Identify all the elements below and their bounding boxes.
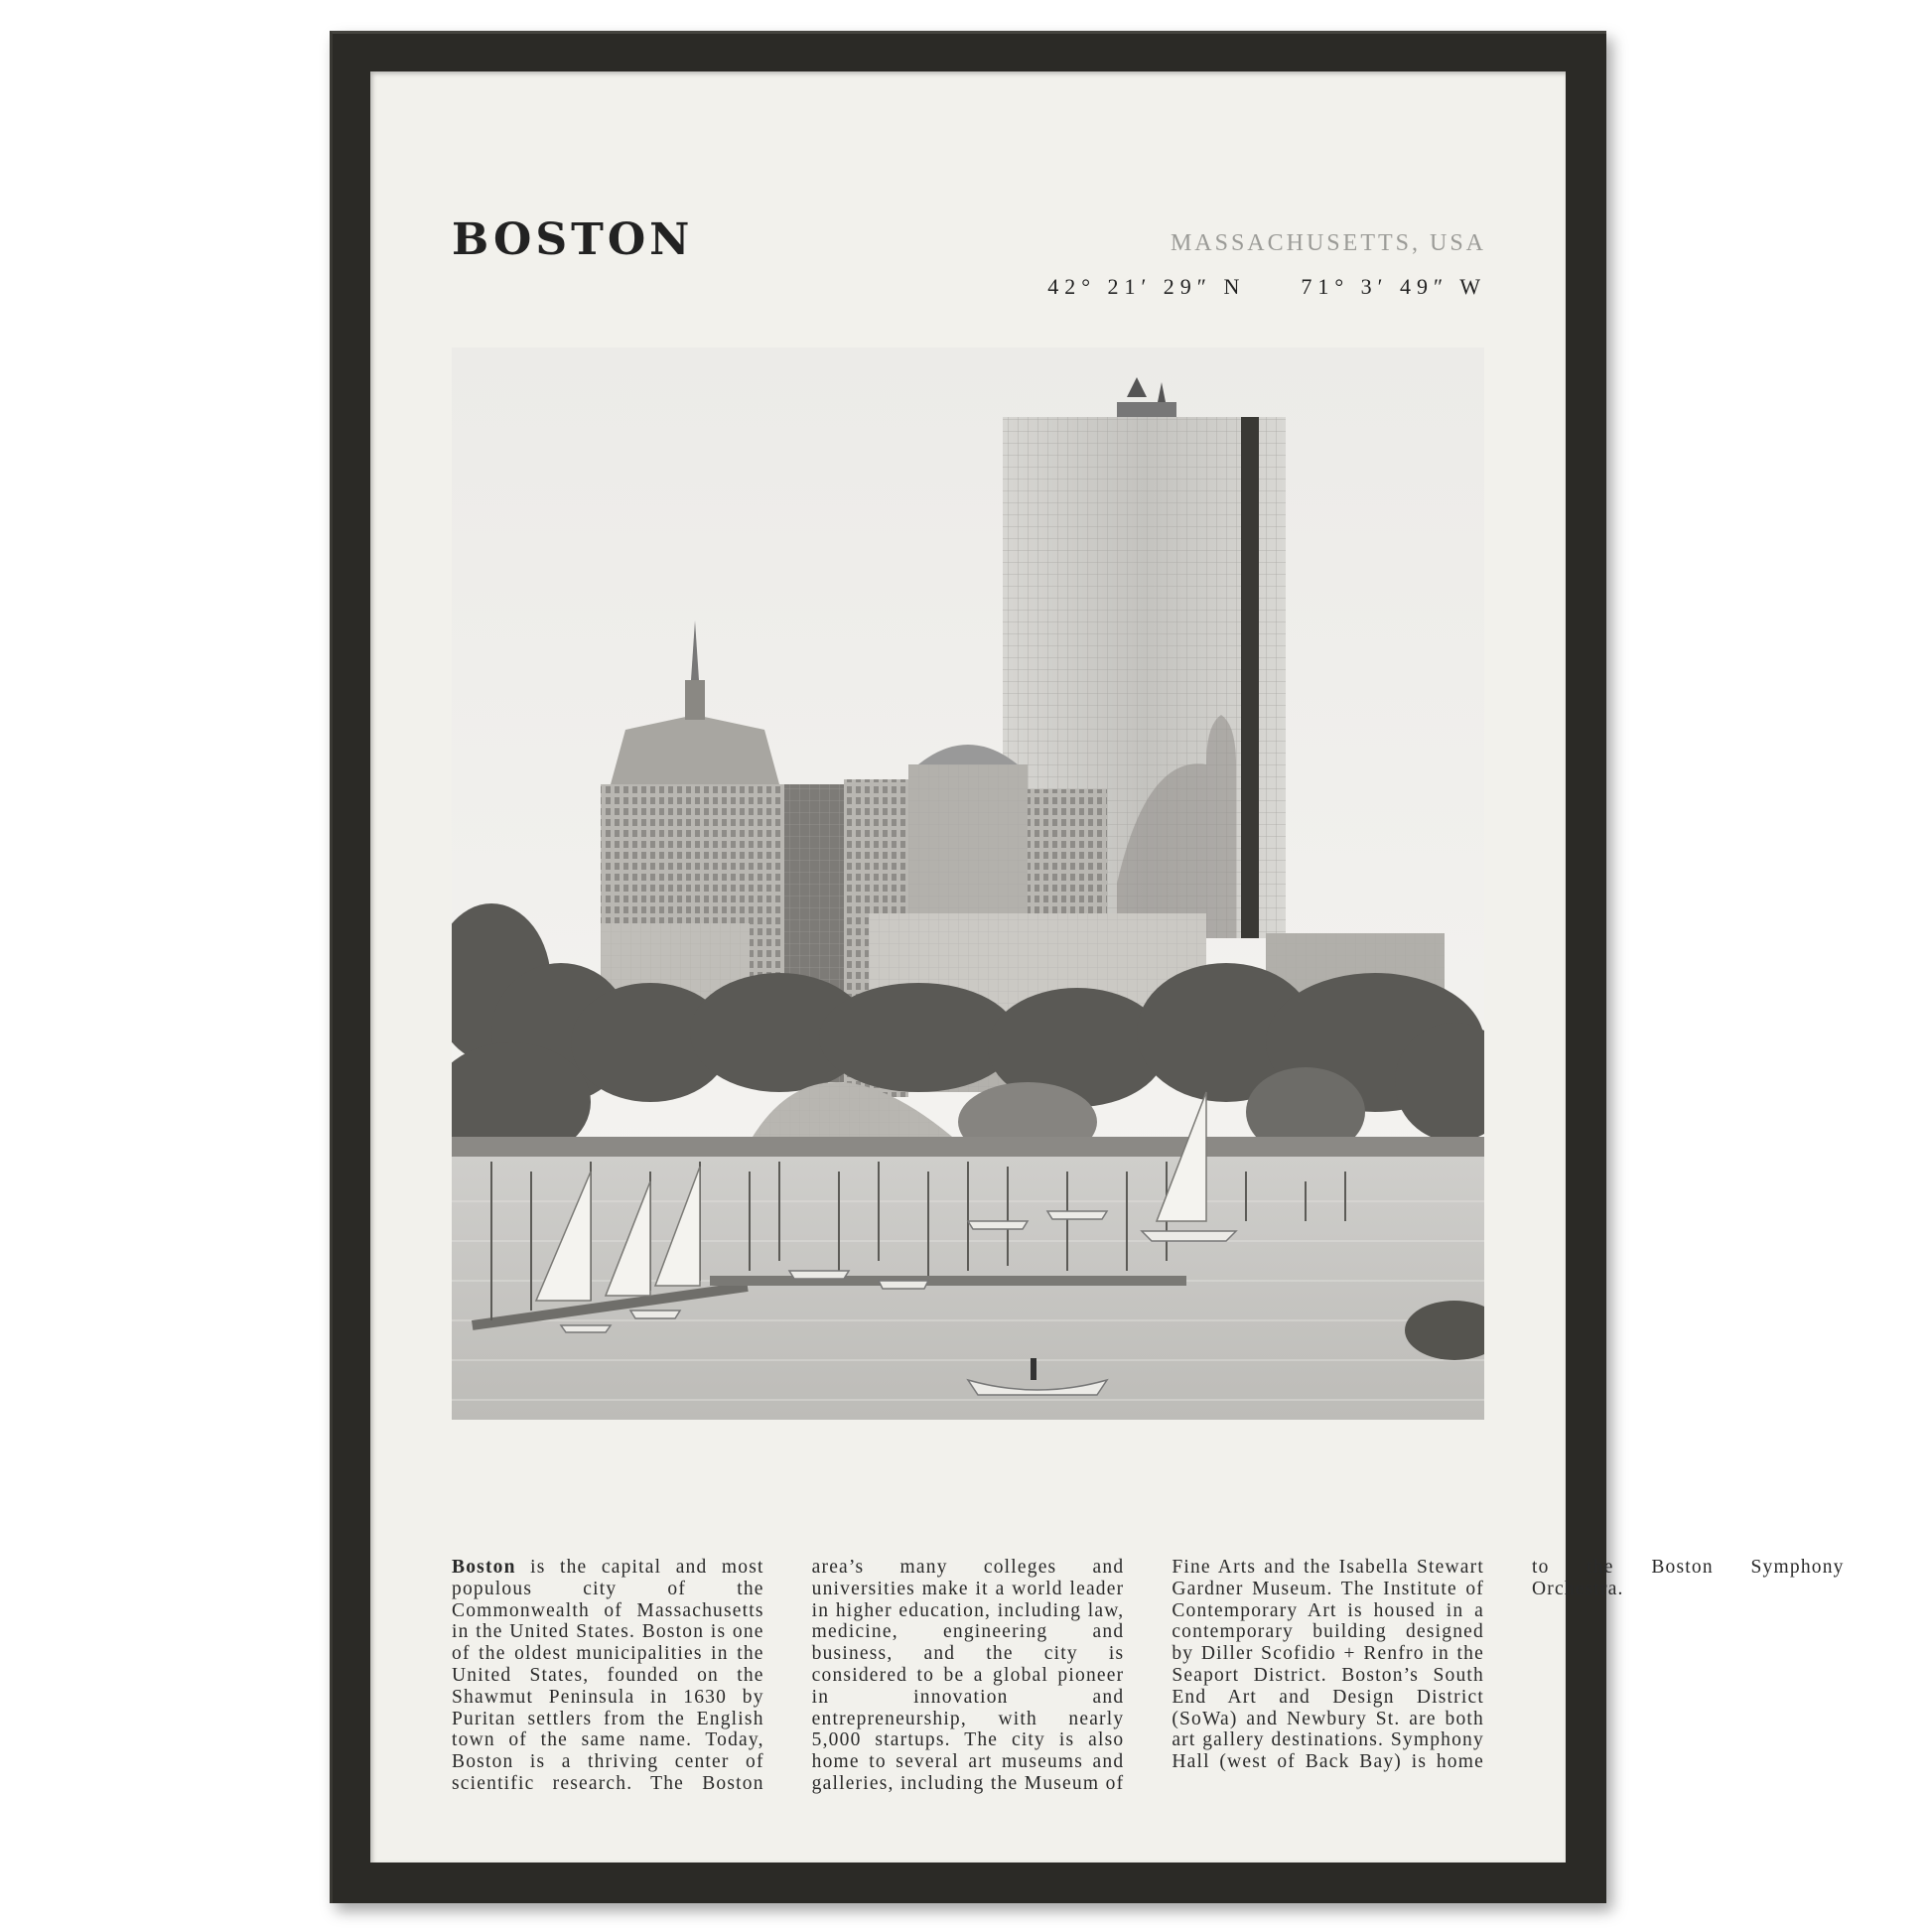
- description-body: is the capital and most populous city of the Commonwealth of Massachusetts in the United States. Boston is one of the oldest municipalities in the United States, founded on the Shawmut Peninsula in 1630 by Puritan settlers from the English town of the same name. Today, Boston is a thriving center of scientific research. The Boston area’s many colleges and universities make it a world leader in higher education, including law, medicine, engineering and business, and the city is considered to be a global pioneer in innovation and entrepreneurship, with nearly 5,000 startups. The city is also home to several art museums and galleries, including the Museum of Fine Arts and the Isabella Stewart Gardner Museum. The Institute of Contemporary Art is housed in a contemporary building designed by Diller Scofidio + Renfro in the Seaport District. Boston’s South End Art and Design District (SoWa) and Newbury St. are both art gallery destinations. Symphony Hall (west of Back Bay) is home to the Boston Symphony Orchestra.: [452, 1557, 1845, 1794]
- longitude: 71° 3′ 49″ W: [1301, 274, 1486, 299]
- description-lead: Boston: [452, 1557, 516, 1578]
- latitude: 42° 21′ 29″ N: [1047, 274, 1246, 299]
- region-label: MASSACHUSETTS, USA: [1170, 230, 1486, 256]
- city-description: [452, 1557, 1845, 1815]
- poster-mat: [370, 71, 1845, 1863]
- coordinates: [1047, 274, 1486, 300]
- poster-frame: [330, 31, 1845, 1903]
- city-photo: [452, 347, 1484, 1420]
- city-title: BOSTON: [452, 214, 694, 265]
- skyline-illustration: [452, 347, 1484, 1420]
